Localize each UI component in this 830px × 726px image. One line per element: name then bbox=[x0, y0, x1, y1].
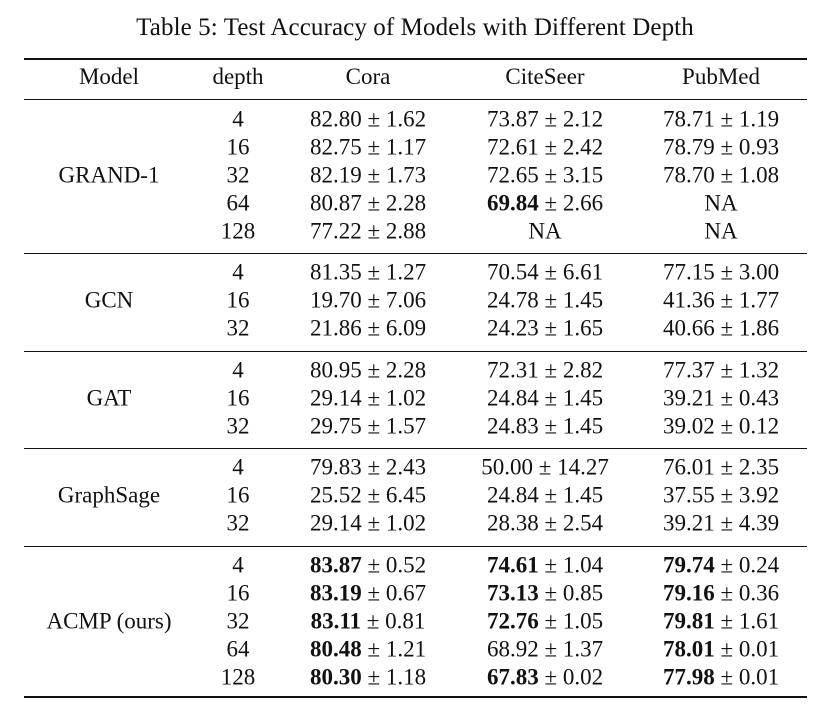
depth-cell: 32 bbox=[226, 315, 250, 341]
plus-minus-sign: ± bbox=[714, 580, 739, 606]
plus-minus-sign: ± bbox=[538, 482, 563, 508]
accuracy-mean: 83.19 bbox=[309, 580, 362, 606]
model-name: ACMP (ours) bbox=[46, 608, 172, 634]
accuracy-mean: 39.02 bbox=[662, 413, 715, 439]
accuracy-cell bbox=[310, 415, 426, 438]
accuracy-mean: 25.52 bbox=[309, 482, 362, 508]
accuracy-std: 0.52 bbox=[385, 552, 427, 578]
accuracy-std: 1.73 bbox=[385, 162, 427, 188]
accuracy-std: 1.45 bbox=[562, 287, 604, 313]
plus-minus-sign: ± bbox=[538, 608, 563, 634]
accuracy-cell bbox=[487, 666, 603, 689]
plus-minus-sign: ± bbox=[714, 608, 739, 634]
depth-cell: 32 bbox=[226, 162, 250, 188]
depth-cell: 64 bbox=[226, 636, 250, 662]
accuracy-mean: 73.87 bbox=[486, 106, 539, 132]
accuracy-std: 0.81 bbox=[385, 608, 426, 634]
plus-minus-sign: ± bbox=[361, 608, 386, 634]
plus-minus-sign: ± bbox=[714, 287, 739, 313]
accuracy-std: 1.65 bbox=[562, 315, 604, 341]
accuracy-mean: 82.19 bbox=[309, 162, 362, 188]
header-citeseer: CiteSeer bbox=[505, 64, 585, 89]
accuracy-mean: 78.79 bbox=[662, 134, 715, 160]
depth-cell: 16 bbox=[226, 287, 250, 313]
plus-minus-sign: ± bbox=[361, 454, 386, 480]
accuracy-mean: 37.55 bbox=[662, 482, 715, 508]
plus-minus-sign: ± bbox=[714, 134, 739, 160]
accuracy-cell bbox=[310, 666, 426, 689]
plus-minus-sign: ± bbox=[714, 664, 739, 690]
plus-minus-sign: ± bbox=[714, 259, 739, 285]
accuracy-std: 2.82 bbox=[562, 357, 604, 383]
accuracy-cell bbox=[310, 220, 426, 243]
accuracy-cell bbox=[487, 192, 603, 215]
accuracy-cell bbox=[310, 317, 426, 340]
plus-minus-sign: ± bbox=[714, 385, 739, 411]
accuracy-std: 2.28 bbox=[385, 190, 427, 216]
depth-cell: 64 bbox=[226, 190, 250, 216]
accuracy-std: 0.24 bbox=[738, 552, 780, 578]
accuracy-std: 0.01 bbox=[738, 664, 780, 690]
accuracy-mean: 79.81 bbox=[662, 608, 715, 634]
group-separator-rule bbox=[24, 351, 807, 352]
plus-minus-sign: ± bbox=[714, 636, 739, 662]
accuracy-mean: 21.86 bbox=[309, 315, 362, 341]
plus-minus-sign: ± bbox=[532, 454, 558, 480]
accuracy-cell bbox=[487, 638, 603, 661]
accuracy-cell bbox=[663, 317, 779, 340]
plus-minus-sign: ± bbox=[361, 664, 386, 690]
model-name: GRAND-1 bbox=[58, 162, 160, 188]
accuracy-cell bbox=[311, 610, 426, 633]
accuracy-mean: 74.61 bbox=[486, 552, 539, 578]
plus-minus-sign: ± bbox=[361, 259, 386, 285]
accuracy-mean: 19.70 bbox=[309, 287, 362, 313]
accuracy-cell bbox=[663, 387, 779, 410]
plus-minus-sign: ± bbox=[714, 106, 739, 132]
accuracy-cell bbox=[310, 554, 426, 577]
accuracy-cell bbox=[663, 638, 779, 661]
plus-minus-sign: ± bbox=[361, 385, 386, 411]
accuracy-std: 1.45 bbox=[562, 413, 604, 439]
depth-cell: 4 bbox=[232, 357, 244, 383]
accuracy-mean: 29.75 bbox=[309, 413, 362, 439]
depth-cell: 32 bbox=[226, 608, 250, 634]
accuracy-mean: 78.01 bbox=[662, 636, 715, 662]
accuracy-mean: 81.35 bbox=[309, 259, 362, 285]
depth-cell: 16 bbox=[226, 385, 250, 411]
accuracy-std: 2.54 bbox=[562, 510, 604, 536]
accuracy-cell bbox=[487, 289, 603, 312]
accuracy-std: 1.18 bbox=[385, 664, 427, 690]
accuracy-std: 1.62 bbox=[385, 106, 427, 132]
plus-minus-sign: ± bbox=[538, 552, 563, 578]
accuracy-cell bbox=[310, 108, 426, 131]
depth-cell: 128 bbox=[220, 664, 256, 690]
accuracy-mean: 76.01 bbox=[662, 454, 715, 480]
accuracy-std: 2.12 bbox=[562, 106, 604, 132]
accuracy-cell bbox=[663, 456, 779, 479]
accuracy-std: 0.43 bbox=[738, 385, 780, 411]
plus-minus-sign: ± bbox=[714, 510, 739, 536]
accuracy-std: 1.21 bbox=[385, 636, 427, 662]
top-rule bbox=[24, 58, 807, 60]
accuracy-cell bbox=[487, 317, 603, 340]
accuracy-mean: 72.65 bbox=[486, 162, 539, 188]
accuracy-std: 1.27 bbox=[385, 259, 427, 285]
accuracy-std: 6.61 bbox=[562, 259, 604, 285]
accuracy-mean: 72.61 bbox=[486, 134, 539, 160]
plus-minus-sign: ± bbox=[361, 218, 386, 244]
plus-minus-sign: ± bbox=[538, 287, 563, 313]
accuracy-std: 7.06 bbox=[385, 287, 427, 313]
accuracy-mean: 79.16 bbox=[662, 580, 715, 606]
plus-minus-sign: ± bbox=[361, 106, 386, 132]
accuracy-mean: 24.23 bbox=[486, 315, 539, 341]
accuracy-cell bbox=[310, 289, 426, 312]
accuracy-std: 3.00 bbox=[738, 259, 780, 285]
accuracy-cell bbox=[310, 638, 426, 661]
plus-minus-sign: ± bbox=[361, 162, 386, 188]
accuracy-mean: 80.48 bbox=[309, 636, 362, 662]
plus-minus-sign: ± bbox=[538, 413, 563, 439]
accuracy-std: 0.01 bbox=[738, 636, 780, 662]
accuracy-cell bbox=[487, 610, 603, 633]
plus-minus-sign: ± bbox=[714, 315, 739, 341]
depth-cell: 4 bbox=[232, 454, 244, 480]
accuracy-cell bbox=[310, 582, 426, 605]
header-rule bbox=[24, 99, 807, 100]
accuracy-mean: 80.87 bbox=[309, 190, 362, 216]
accuracy-cell bbox=[487, 387, 603, 410]
accuracy-cell bbox=[663, 582, 779, 605]
accuracy-std: 1.86 bbox=[738, 315, 780, 341]
accuracy-cell bbox=[487, 512, 603, 535]
accuracy-std: 1.32 bbox=[738, 357, 780, 383]
accuracy-mean: 83.11 bbox=[310, 608, 362, 634]
accuracy-std: 1.02 bbox=[385, 510, 427, 536]
accuracy-cell bbox=[663, 415, 779, 438]
plus-minus-sign: ± bbox=[538, 385, 563, 411]
accuracy-cell bbox=[487, 359, 603, 382]
accuracy-cell bbox=[487, 554, 603, 577]
accuracy-std: 6.45 bbox=[385, 482, 427, 508]
accuracy-std: 1.17 bbox=[385, 134, 427, 160]
depth-cell: 32 bbox=[226, 510, 250, 536]
accuracy-cell bbox=[663, 136, 779, 159]
accuracy-cell bbox=[663, 261, 779, 284]
accuracy-mean: 67.83 bbox=[486, 664, 539, 690]
plus-minus-sign: ± bbox=[714, 357, 739, 383]
plus-minus-sign: ± bbox=[538, 664, 563, 690]
accuracy-mean: 40.66 bbox=[662, 315, 715, 341]
plus-minus-sign: ± bbox=[361, 134, 386, 160]
accuracy-std: 2.88 bbox=[385, 218, 427, 244]
accuracy-std: 0.12 bbox=[738, 413, 780, 439]
plus-minus-sign: ± bbox=[714, 454, 739, 480]
accuracy-cell bbox=[310, 456, 426, 479]
depth-cell: 4 bbox=[232, 259, 244, 285]
accuracy-std: 1.45 bbox=[562, 482, 604, 508]
accuracy-std: 2.66 bbox=[562, 190, 604, 216]
accuracy-mean: 68.92 bbox=[486, 636, 539, 662]
accuracy-mean: 24.83 bbox=[486, 413, 539, 439]
accuracy-mean: 72.76 bbox=[486, 608, 539, 634]
accuracy-std: 4.39 bbox=[738, 510, 780, 536]
model-name: GAT bbox=[86, 385, 132, 411]
group-separator-rule bbox=[24, 253, 807, 254]
accuracy-std: 0.93 bbox=[738, 134, 780, 160]
depth-cell: 16 bbox=[226, 134, 250, 160]
accuracy-cell bbox=[663, 554, 779, 577]
plus-minus-sign: ± bbox=[361, 510, 386, 536]
plus-minus-sign: ± bbox=[538, 134, 563, 160]
accuracy-std: 1.04 bbox=[562, 552, 604, 578]
accuracy-std: 2.35 bbox=[738, 454, 780, 480]
accuracy-cell bbox=[310, 136, 426, 159]
plus-minus-sign: ± bbox=[361, 315, 386, 341]
accuracy-cell bbox=[663, 512, 779, 535]
plus-minus-sign: ± bbox=[361, 413, 386, 439]
header-depth: depth bbox=[212, 64, 264, 89]
accuracy-mean: 79.74 bbox=[662, 552, 715, 578]
accuracy-cell bbox=[663, 108, 779, 131]
accuracy-mean: 39.21 bbox=[662, 385, 715, 411]
accuracy-cell bbox=[663, 610, 779, 633]
plus-minus-sign: ± bbox=[538, 636, 563, 662]
accuracy-mean: 50.00 bbox=[481, 454, 533, 480]
accuracy-cell: NA bbox=[704, 190, 738, 216]
depth-cell: 16 bbox=[226, 482, 250, 508]
plus-minus-sign: ± bbox=[361, 287, 386, 313]
plus-minus-sign: ± bbox=[361, 482, 386, 508]
accuracy-cell bbox=[310, 192, 426, 215]
accuracy-cell bbox=[481, 456, 609, 479]
accuracy-mean: 24.84 bbox=[486, 385, 539, 411]
accuracy-std: 3.92 bbox=[738, 482, 780, 508]
accuracy-std: 0.02 bbox=[562, 664, 604, 690]
accuracy-mean: 28.38 bbox=[486, 510, 539, 536]
accuracy-cell bbox=[663, 484, 779, 507]
accuracy-mean: 77.22 bbox=[309, 218, 362, 244]
accuracy-cell bbox=[310, 387, 426, 410]
accuracy-std: 2.43 bbox=[385, 454, 427, 480]
plus-minus-sign: ± bbox=[538, 259, 563, 285]
accuracy-cell bbox=[310, 512, 426, 535]
accuracy-mean: 83.87 bbox=[309, 552, 362, 578]
accuracy-mean: 72.31 bbox=[486, 357, 539, 383]
accuracy-mean: 24.78 bbox=[486, 287, 539, 313]
accuracy-mean: 80.95 bbox=[309, 357, 362, 383]
accuracy-mean: 73.13 bbox=[486, 580, 539, 606]
plus-minus-sign: ± bbox=[361, 636, 386, 662]
accuracy-std: 1.61 bbox=[738, 608, 780, 634]
accuracy-mean: 39.21 bbox=[662, 510, 715, 536]
accuracy-mean: 77.15 bbox=[662, 259, 715, 285]
accuracy-cell bbox=[663, 359, 779, 382]
accuracy-cell bbox=[487, 108, 603, 131]
accuracy-mean: 77.37 bbox=[662, 357, 715, 383]
accuracy-cell: NA bbox=[704, 218, 738, 244]
accuracy-cell bbox=[487, 582, 603, 605]
plus-minus-sign: ± bbox=[538, 510, 563, 536]
depth-cell: 4 bbox=[232, 552, 244, 578]
accuracy-cell bbox=[310, 359, 426, 382]
accuracy-std: 0.36 bbox=[738, 580, 780, 606]
accuracy-cell bbox=[663, 666, 779, 689]
depth-cell: 128 bbox=[220, 218, 256, 244]
accuracy-cell bbox=[487, 484, 603, 507]
accuracy-std: 1.57 bbox=[385, 413, 427, 439]
plus-minus-sign: ± bbox=[361, 552, 386, 578]
accuracy-mean: 80.30 bbox=[309, 664, 362, 690]
accuracy-cell bbox=[663, 164, 779, 187]
accuracy-std: 1.02 bbox=[385, 385, 427, 411]
plus-minus-sign: ± bbox=[538, 162, 563, 188]
accuracy-std: 14.27 bbox=[557, 454, 609, 480]
accuracy-std: 2.28 bbox=[385, 357, 427, 383]
accuracy-cell bbox=[487, 261, 603, 284]
plus-minus-sign: ± bbox=[361, 580, 386, 606]
depth-cell: 32 bbox=[226, 413, 250, 439]
plus-minus-sign: ± bbox=[538, 357, 563, 383]
accuracy-std: 0.85 bbox=[562, 580, 604, 606]
depth-cell: 4 bbox=[232, 106, 244, 132]
plus-minus-sign: ± bbox=[361, 190, 386, 216]
plus-minus-sign: ± bbox=[538, 580, 563, 606]
accuracy-cell bbox=[663, 289, 779, 312]
header-cora: Cora bbox=[345, 64, 391, 89]
accuracy-mean: 78.71 bbox=[662, 106, 715, 132]
accuracy-std: 1.08 bbox=[738, 162, 780, 188]
accuracy-mean: 70.54 bbox=[486, 259, 539, 285]
accuracy-cell bbox=[487, 136, 603, 159]
plus-minus-sign: ± bbox=[538, 315, 563, 341]
accuracy-std: 0.67 bbox=[385, 580, 427, 606]
accuracy-std: 2.42 bbox=[562, 134, 604, 160]
accuracy-mean: 41.36 bbox=[662, 287, 715, 313]
plus-minus-sign: ± bbox=[714, 162, 739, 188]
model-name: GCN bbox=[84, 287, 134, 313]
accuracy-std: 1.19 bbox=[738, 106, 780, 132]
accuracy-std: 1.37 bbox=[562, 636, 604, 662]
plus-minus-sign: ± bbox=[538, 106, 563, 132]
group-separator-rule bbox=[24, 448, 807, 449]
accuracy-cell bbox=[310, 484, 426, 507]
bottom-rule bbox=[24, 696, 807, 698]
group-separator-rule bbox=[24, 546, 807, 547]
accuracy-mean: 29.14 bbox=[309, 385, 362, 411]
header-pubmed: PubMed bbox=[682, 64, 760, 89]
accuracy-mean: 78.70 bbox=[662, 162, 715, 188]
accuracy-cell bbox=[487, 164, 603, 187]
accuracy-cell bbox=[310, 164, 426, 187]
accuracy-cell: NA bbox=[528, 218, 562, 244]
plus-minus-sign: ± bbox=[361, 357, 386, 383]
plus-minus-sign: ± bbox=[714, 482, 739, 508]
accuracy-mean: 82.80 bbox=[309, 106, 362, 132]
accuracy-std: 6.09 bbox=[385, 315, 427, 341]
accuracy-std: 3.15 bbox=[562, 162, 604, 188]
table-caption: Table 5: Test Accuracy of Models with Different Depth bbox=[136, 14, 694, 41]
accuracy-cell bbox=[487, 415, 603, 438]
header-model: Model bbox=[78, 64, 140, 89]
accuracy-std: 1.05 bbox=[562, 608, 604, 634]
accuracy-std: 1.77 bbox=[738, 287, 780, 313]
plus-minus-sign: ± bbox=[714, 413, 739, 439]
plus-minus-sign: ± bbox=[714, 552, 739, 578]
accuracy-mean: 24.84 bbox=[486, 482, 539, 508]
accuracy-mean: 29.14 bbox=[309, 510, 362, 536]
depth-cell: 16 bbox=[226, 580, 250, 606]
accuracy-cell bbox=[310, 261, 426, 284]
accuracy-mean: 77.98 bbox=[662, 664, 715, 690]
accuracy-std: 1.45 bbox=[562, 385, 604, 411]
accuracy-mean: 79.83 bbox=[309, 454, 362, 480]
plus-minus-sign: ± bbox=[538, 190, 563, 216]
accuracy-mean: 82.75 bbox=[309, 134, 362, 160]
accuracy-mean: 69.84 bbox=[486, 190, 539, 216]
model-name: GraphSage bbox=[57, 482, 161, 508]
